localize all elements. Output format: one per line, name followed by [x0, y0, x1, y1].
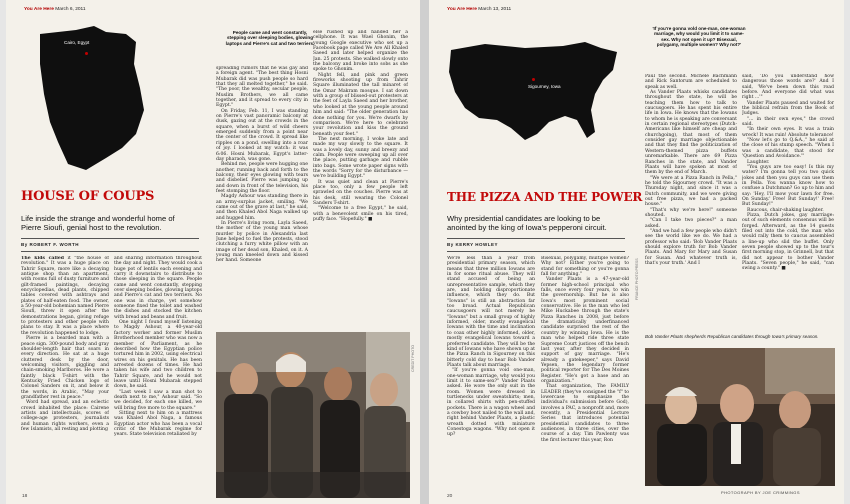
- right-photo-credit-vertical: FRANCE PHOTO PRESS: [635, 258, 639, 300]
- right-photo-credit: PHOTOGRAPH BY JOE CRIMMINGS: [721, 490, 800, 495]
- right-pull-quote: 'If you're gonna vold one-man, one-woman marriage, why would you limit it to same-sex. Why not open it up? Bisexual, polygamy, multiple women? Why not?': [652, 26, 746, 48]
- left-byline-rule: [21, 238, 199, 239]
- left-col3-paragraph-4: In Pierre's living room, Layla Saeed, the mother of the young man whose murder by police in Alexandria last June helped to fuel the protests, stood clutching a furry white pillow with an image of her dead son, Khaled, on it. A young man kneeled down and kissed her hand. Someone: [216, 220, 308, 264]
- right-byline-rule: [447, 238, 625, 239]
- right-col2-paragraph-2: That organization, The FAMILY LEADER (they've consigned the "f" to lowercase to emphasize the individual's submission before God), involves a PAC, a nonprofit and, more recently, a Presidential Lecture Series that introduces potential presidential candidates to three audiences, in three cities, over the course of a day. Tim Pawlenty was the first lecturer this year, Ron: [541, 384, 629, 443]
- right-col4-paragraph-1: Vander Plaats paused and waited for the biblical refrain from the Book of Judges.: [742, 100, 834, 117]
- spread-gutter: [420, 0, 429, 504]
- right-deck: Why presidential candidates are looking to be anointed by the king of Iowa's pepperoni circuit.: [447, 214, 607, 233]
- right-page-number: 20: [447, 494, 453, 499]
- right-photo-caption: Bob Vander Plaats shepherds Republican candidates through Iowa's primary season.: [645, 334, 819, 339]
- cairo-dot: [85, 52, 88, 55]
- right-col3-paragraph-0: Paul the second. Michele Bachmann and Rick Santorum are scheduled to speak as well.: [645, 74, 737, 90]
- left-col3-paragraph-1: On Friday, Feb. 11, I was standing on Pierre's vast panoramic balcony at dusk, gazing out at the crowds in the square, when a burst of wild cheers emerged suddenly from a point near the center of the crowd. It spread like ripples on a pond, swelling into a roar of joy. I looked at my watch: it was 6:06. Hosni Mubarak, Egypt's latter-day pharaoh, was gone.: [216, 108, 308, 162]
- left-col1-lead: The kids called: [21, 256, 64, 261]
- left-col1-paragraph-0: The kids called it "the house of revolution." It was a huge place on Tahrir Square, more like a decaying antique shop than an apartment, with rooms full of dusty furniture and gilt-framed paintings, decaying encyclopedias, dead plants, chipped tables covered with ashtrays and plates of half-eaten food. The owner, a 50-year-old bohemian named Pierre Sioufi, threw it open after the demonstrations began, giving refuge to protesters and other people with plans to stay. It was a place where the revolution happened to lodge.: [21, 256, 109, 336]
- right-col1-paragraph-1: "If you're gonna void one-man, one-woman marriage, why would you limit it to same-sex?" Vander Plaats asked. He wore the only suit in the room. Women were dressed in turtlenecks under sweatshirts; men, in collared shirts with pen-stuffed pockets. There is a wagon wheel and a cowboy boot nailed to the wall and, right behind Vander Plaats, a plastic wreath dotted with miniature Conestoga wagons. "Why not open it up?: [447, 368, 535, 438]
- right-col4-paragraph-0: said, 'Do you understand how dangerous those words are?' And I said, 'We've been down this road before. And everyone did what was right ...'": [742, 74, 834, 101]
- left-page-number: 18: [22, 494, 28, 499]
- right-page: [429, 0, 844, 504]
- left-col1-paragraph-2: Word had spread, and an eclectic crowd inhabited the place: Cairene artists and intellectuals, scores of college-age protesters, journalists and human rights workers, even a few Islamists, all resting and plotting: [21, 400, 109, 432]
- right-column-3: [645, 74, 737, 330]
- left-column-2: [114, 256, 202, 492]
- left-col3-paragraph-2: Behind me, people were hugging one another, running back and forth to the balcony, their eyes glowing with tears and disbelief. Pierre was jumping up and down in front of the television, his feet stomping the floor.: [216, 162, 308, 194]
- left-col4-paragraph-0: else rushed up and handed her a cellphone. It was Wael Ghonim, the young Google executive who set up a Facebook page called We Are All Khaled Saeed and later helped organize the Jan. 25 protests. She walked slowly onto the balcony and broke into sobs as she spoke to Ghonim.: [313, 30, 408, 73]
- egypt-map: [36, 24, 148, 174]
- right-headline: THE PIZZA AND THE POWER: [447, 190, 643, 204]
- sigourney-dot: [532, 78, 535, 81]
- left-col3-paragraph-3: Magdy Ashour was standing there in an army-surplus jacket, smiling. "We came out of the grave at last," he said, and then Khaled Abol Naga walked up and hugged him.: [216, 194, 308, 221]
- left-headline: HOUSE OF COUPS: [21, 189, 155, 204]
- pizza-ranch-photo-illustration: [645, 348, 835, 486]
- left-col4-paragraph-2: The next morning, I woke late and made my way slowly to the square. It was a lovely day, sunny and breezy and calm. People were sweeping up all over the place, putting garbage and rubble into bags. Some wrote paper signs with the words "Sorry for the disturbance — we're building Egypt.": [313, 136, 408, 180]
- right-column-1: [447, 256, 535, 492]
- right-byline-rule-bottom: [447, 251, 625, 252]
- left-folio-date: March 6, 2011: [55, 7, 86, 12]
- right-col4-paragraph-2: "... in their own eyes," the crowd said.: [742, 116, 834, 128]
- egypt-silhouette: [36, 24, 148, 174]
- left-deck: Life inside the strange and wonderful home of Pierre Sioufi, genial host to the revolution.: [21, 214, 175, 233]
- left-folio-brand: You Are Here: [24, 7, 54, 12]
- right-col2-paragraph-1: Vander Plaats is a 47-year-old former high-school principal who falls, once every four years, to win the governorship. But he is also Iowa's most prominent social conservative. He is the man who led Mike Huckabee through the state's Pizza Ranches in 2008, just before the dramatically underfinanced candidate surprised the rest of the country by winning Iowa. He is the man who helped ride three state Supreme Court justices off the bench last year, after they decided in support of gay marriage. "He's already a gatekeeper," says David Yepsen, the legendary former political reporter for The Des Moines Register. "He's got a base and an organization.": [541, 277, 629, 384]
- right-col1-paragraph-0: We're less than a year from presidential primary season, which means that three million Iowans are in for some ritual abuse. They will stand accused of being an unrepresentative sample, which they are, and holding disproportionate influence, which they do. But "Iowans" is still an abstraction far too broad. Actual Republican caucusgoers will not merely be "Iowans" but a small group of highly informed, older, mostly evangelical Iowans with the time and inclination to coax other highly informed, older, mostly evangelical Iowans toward a preferred candidate. They will be the kind of Iowans who have shown up at the Pizza Ranch in Sigourney on this bitterly cold day to hear Bob Vander Plaats talk about marriage.: [447, 256, 535, 368]
- left-col2-paragraph-3: Sitting next to him on a mattress was Khaled Abol Naga, a famous Egyptian actor who has been a vocal critic of the Mubarak regime for years. State television retaliated by: [114, 410, 202, 438]
- right-byline: By KERRY HOWLEY: [447, 242, 499, 247]
- left-col2-paragraph-2: "Last week I saw a man shot to death next to me," Ashour said. "So we decided, for each one killed, we will bring five more to the square.": [114, 389, 202, 411]
- left-column-4: [313, 30, 408, 328]
- tahrir-photo: [216, 332, 410, 498]
- usa-map: [445, 36, 623, 148]
- right-col4-paragraph-4: "Now let's go to Q.&A.," he said at the close of his stump speech. "When I was a candidate, that stood for 'Question and Avoidance.'": [742, 138, 834, 160]
- right-col3-paragraph-1: As Vander Plaats whisks candidates throughout the state, he will be teaching them how to talk to caucusgoers. He has spent his entire life in Iowa. He knows that the Iowans to whom he is speaking are conversant in certain regional stereotypes (Dutch-Americans like himself are cheap and churchgoing), that most of them consider gay marriage objectionable and that they find the politicization of Western-themed pizza buffets unremarkable. There are 69 Pizza Ranches in the state, and Vander Plaats will have spoken at most of them by the end of March.: [645, 90, 737, 176]
- right-col2-paragraph-0: Bisexual, polygamy, multiple women? Why not? Either you're going to stand for something or you're gonna fall for anything.": [541, 256, 629, 278]
- right-folio-date: March 13, 2011: [478, 7, 512, 12]
- left-col4-paragraph-3: It was quiet and clean at Pierre's place too, only a few people left sprawled on the couches. Pierre was at his desk, still wearing the Colonel Sanders T-shirt.: [313, 179, 408, 206]
- right-col3-paragraph-5: "And we had a few people who didn't see the world like we do. We had a professor who said: 'Bob Vander Plaats should explore truth for Bob Vander Plaats. And Mary for Mary and Susan for Susan. And whatever truth is, that's your truth.' And I: [645, 228, 737, 267]
- left-column-3: [216, 66, 308, 328]
- left-map-label: Cairo, Egypt: [64, 40, 90, 45]
- left-byline-rule-bottom: [21, 251, 199, 252]
- right-map-label: Sigourney, Iowa: [528, 84, 561, 89]
- right-col4-paragraph-5: Laughter.: [747, 159, 770, 165]
- left-byline: By ROBERT F. WORTH: [21, 242, 79, 247]
- right-column-2: [541, 256, 629, 492]
- pizza-ranch-photo: [645, 348, 835, 486]
- tahrir-photo-illustration: [216, 332, 410, 498]
- right-col4-paragraph-3: "In their own eyes. It was a train wreck! It was ruin! Absolute tolerance!: [742, 127, 834, 138]
- left-pull-quote: People came and went constantly, stepping over sleeping bodies, glowing laptops and Pierre's cat and two terriers.: [225, 30, 315, 46]
- left-col4-paragraph-1: Night fell, and pink and green fireworks shooting up from Tahrir Square illuminated the tall minaret of the Omar Makram mosque. I sat down with a group of blissed-out protesters at the feet of Layla Saeed and her brother, who looked at the young people around him and said: "The older generation has done nothing for you. We're dwarfs by comparison. We're here to celebrate your revolution and kiss the ground beneath your feet.": [313, 72, 408, 137]
- right-col3-paragraph-2: "We were at a Pizza Ranch in Pella," he told the Sigourney crowd. "It was a Thursday night, and since it was a Dutch community, and we were giving out free pizza, we had a packed house.": [645, 175, 737, 208]
- right-col4-paragraph-6: "You guys are too easy! Is this my water? I'm gonna tell you two quick jokes and then you guys can use them in Pella. You wanna know how to confuse a Dutchman? Go up to him and say: 'Hey, I'll mow your lawn for free. On Sunday.' Free! But Sunday!' Free! But Sunday!": [742, 164, 834, 208]
- right-col3-paragraph-3: "That's why we're here!" someone shouted.: [645, 207, 737, 218]
- left-col4-paragraph-4: "Welcome to a free Egypt," he said, with a benevolent smile on his tired, puffy face. "Hopefully." ■: [313, 206, 408, 223]
- left-col2-paragraph-0: and sharing information throughout the day and night. They would cook a huge pot of lentils each evening and carry it downstairs to distribute to those sleeping in the square. People came and went constantly, stepping over sleeping bodies, glowing laptops and Pierre's cat and two terriers. No one was in charge, yet somehow someone fixed the toilet and washed the dishes and stocked the kitchen with bread and beans and fruit.: [114, 256, 202, 320]
- left-page: [6, 0, 420, 504]
- right-folio: [447, 7, 511, 12]
- right-col4-paragraph-8: Pizza, Dutch jokes, gay marriage: out of such elements consensus will be forged. Afterward, as the 14 guests filed out into the cold, the man who would rally them to caucus assembled a line-up who slid the buffet. Only seven people showed up to the tour's first morning stop, in Grinnell, but that did not appear to bother Vander Plaats. "Seven people," he said, "can swing a county." ■: [742, 212, 834, 272]
- right-col4-paragraph-7: Raucous, chair-shaking laughter.: [747, 207, 824, 213]
- right-column-4: [742, 74, 834, 330]
- right-col3-paragraph-4: "Can I take two pieces?" a man asked.: [645, 218, 737, 229]
- left-column-1: [21, 256, 109, 492]
- left-col1-paragraph-1: Pierre is a bearded man with a peace sign. 300-pound body and gray shoulder-length hair that soars in every direction. He sat at a huge cluttered desk by the door, welcoming visitors, giggling and chain-smoking Marlboros. He wore a faintly black T-shirt with the Kentucky Fried Chicken logo of Colonel Sanders on it, and below it the words, in Arabic, "May your grandfather rest in peace.": [21, 336, 109, 400]
- left-col2-paragraph-1: One night I found myself listening to Magdy Ashour, a 40-year-old factory worker and former Muslim Brotherhood member who was now a member of Parliament, as he described how the Egyptian police tortured him in 2002, using electrical wires on his genitals. He has been arrested dozens of times. He had taken his wife and two children to Tahrir Square, and he would not leave until Hosni Mubarak stepped down, he said.: [114, 320, 202, 390]
- left-col3-paragraph-0: spreading rumors that he was gay and a foreign agent. "The best thing Hosni Mubarak did was push people so hard that they all melted together," he said. "The poor, the wealthy, secular people, Muslim Brothers, we all came together, and it spread to every city in Egypt.": [216, 66, 308, 109]
- left-photo-credit: CREDIT PHOTO: [411, 344, 415, 372]
- usa-silhouette: [445, 36, 623, 148]
- right-folio-brand: You Are Here: [447, 7, 477, 12]
- left-folio: [24, 7, 86, 12]
